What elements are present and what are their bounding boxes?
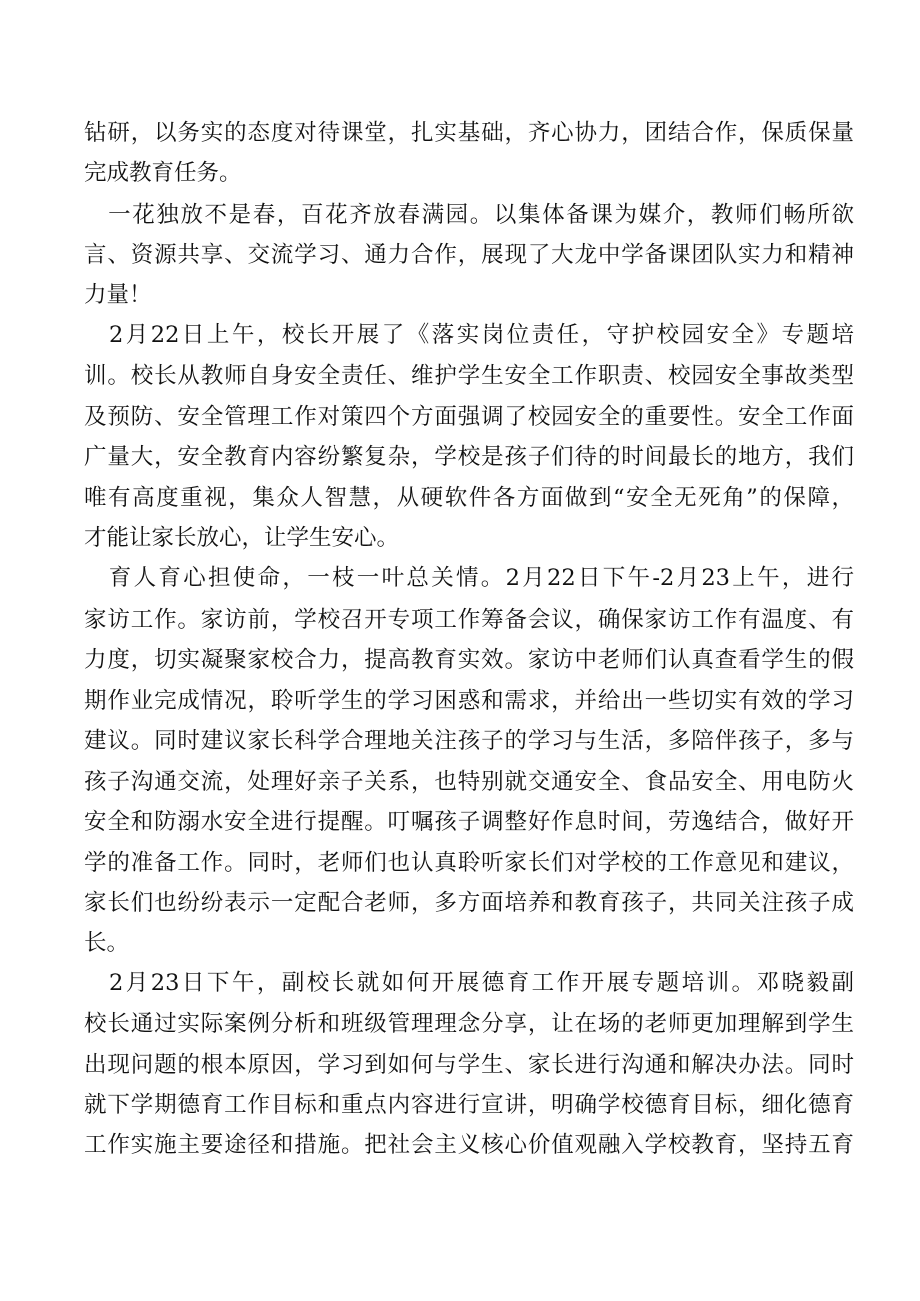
paragraph-4-line-6: 孩子沟通交流，处理好亲子关系，也特别就交通安全、食品安全、用电防火 xyxy=(84,769,854,795)
paragraph-4-line-1: 育人育心担使命，一枝一叶总关情。2月22日下午-2月23上午，进行 xyxy=(84,565,854,591)
paragraph-1-line-2: 完成教育任务。 xyxy=(84,160,242,186)
paragraph-1-line-1: 钻研，以务实的态度对待课堂，扎实基础，齐心协力，团结合作，保质保量 xyxy=(84,120,854,146)
paragraph-3-line-3: 及预防、安全管理工作对策四个方面强调了校园安全的重要性。安全工作面 xyxy=(84,404,854,430)
paragraph-3-line-4: 广量大，安全教育内容纷繁复杂，学校是孩子们待的时间最长的地方，我们 xyxy=(84,444,854,470)
paragraph-5-line-1: 2月23日下午，副校长就如何开展德育工作开展专题培训。邓晓毅副 xyxy=(84,970,854,996)
paragraph-3-line-1: 2月22日上午，校长开展了《落实岗位责任，守护校园安全》专题培 xyxy=(84,322,854,348)
paragraph-2-line-2: 言、资源共享、交流学习、通力合作，展现了大龙中学备课团队实力和精神 xyxy=(84,242,854,268)
paragraph-4-line-7: 安全和防溺水安全进行提醒。叮嘱孩子调整好作息时间，劳逸结合，做好开 xyxy=(84,809,854,835)
paragraph-3-line-6: 才能让家长放心，让学生安心。 xyxy=(84,525,400,551)
paragraph-4-line-2: 家访工作。家访前，学校召开专项工作筹备会议，确保家访工作有温度、有 xyxy=(84,607,854,633)
paragraph-2-line-1: 一花独放不是春，百花齐放春满园。以集体备课为媒介，教师们畅所欲 xyxy=(84,202,854,228)
paragraph-4-line-5: 建议。同时建议家长科学合理地关注孩子的学习与生活，多陪伴孩子，多与 xyxy=(84,728,854,754)
paragraph-4-line-9: 家长们也纷纷表示一定配合老师，多方面培养和教育孩子，共同关注孩子成 xyxy=(84,890,854,916)
paragraph-4-line-8: 学的准备工作。同时，老师们也认真聆听家长们对学校的工作意见和建议， xyxy=(84,850,854,876)
paragraph-5-line-5: 工作实施主要途径和措施。把社会主义核心价值观融入学校教育，坚持五育 xyxy=(84,1132,854,1158)
paragraph-3-line-2: 训。校长从教师自身安全责任、维护学生安全工作职责、校园安全事故类型 xyxy=(84,363,854,389)
paragraph-3-line-5: 唯有高度重视，集众人智慧，从硬软件各方面做到“安全无死角”的保障， xyxy=(84,485,854,511)
paragraph-5-line-3: 出现问题的根本原因，学习到如何与学生、家长进行沟通和解决办法。同时 xyxy=(84,1052,854,1078)
paragraph-5-line-2: 校长通过实际案例分析和班级管理理念分享，让在场的老师更加理解到学生 xyxy=(84,1011,854,1037)
paragraph-4-line-3: 力度，切实凝聚家校合力，提高教育实效。家访中老师们认真查看学生的假 xyxy=(84,647,854,673)
paragraph-4-line-10: 长。 xyxy=(84,930,130,956)
paragraph-2-line-3: 力量！ xyxy=(84,282,152,308)
paragraph-5-line-4: 就下学期德育工作目标和重点内容进行宣讲，明确学校德育目标，细化德育 xyxy=(84,1092,854,1118)
paragraph-4-line-4: 期作业完成情况，聆听学生的学习困惑和需求，并给出一些切实有效的学习 xyxy=(84,688,854,714)
